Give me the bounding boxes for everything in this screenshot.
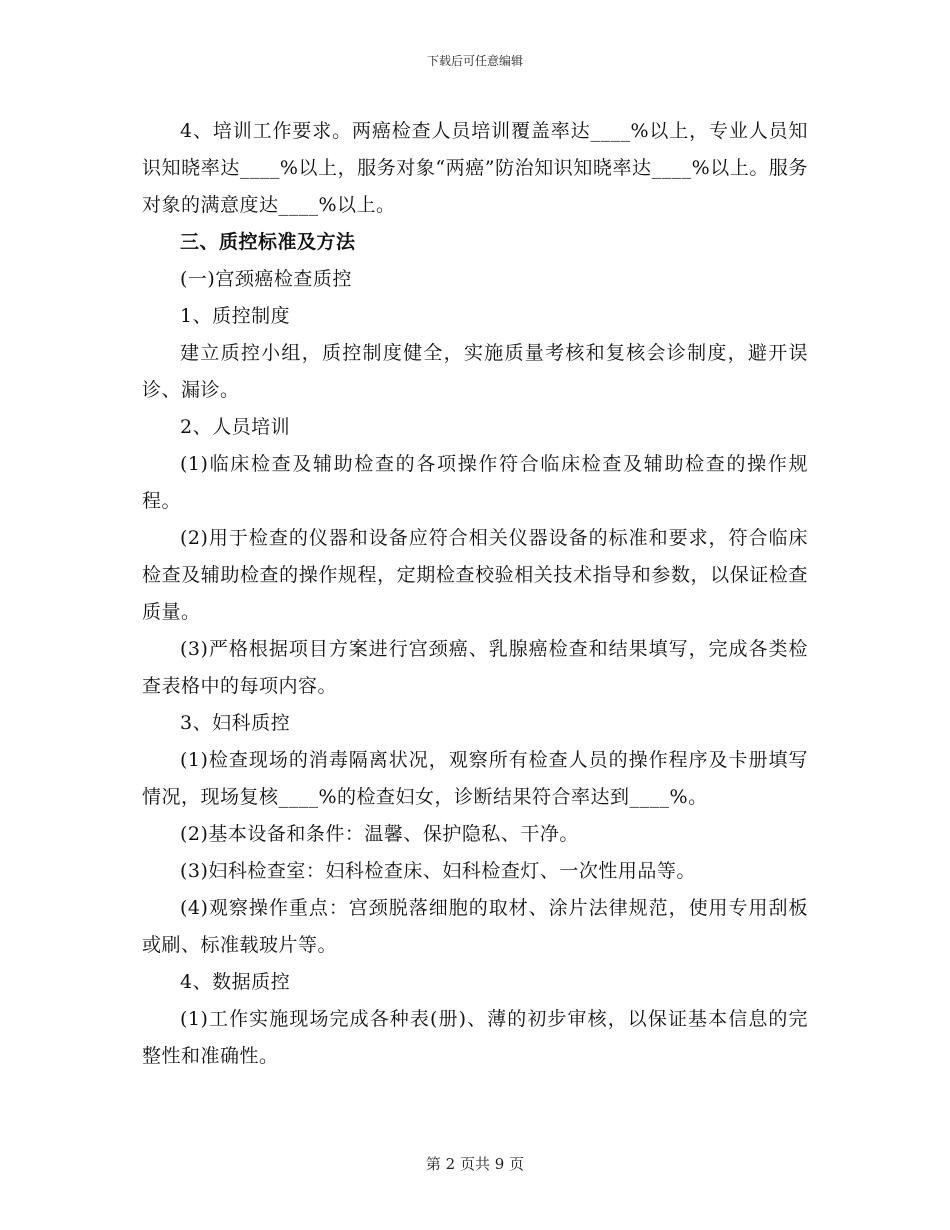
heading-gynecology-qc: 3、妇科质控 xyxy=(180,712,291,734)
paragraph-gyn-item-4: (4)观察操作重点：宫颈脱落细胞的取材、涂片法律规范，使用专用刮板或刷、标准载玻片等。 xyxy=(142,897,808,956)
paragraph-gyn-item-3: (3)妇科检查室：妇科检查床、妇科检查灯、一次性用品等。 xyxy=(180,860,696,882)
heading-data-qc: 4、数据质控 xyxy=(180,971,291,993)
document-body xyxy=(142,113,808,1075)
paragraph-training-item-1: (1)临床检查及辅助检查的各项操作符合临床检查及辅助检查的操作规程。 xyxy=(142,453,808,512)
paragraph-gyn-item-2: (2)基本设备和条件：温馨、保护隐私、干净。 xyxy=(180,823,579,845)
paragraph-training-requirements: 4、培训工作要求。两癌检查人员培训覆盖率达____%以上，专业人员知识知晓率达____%以上，服务对象“两癌”防治知识知晓率达____%以上。服务对象的满意度达____%以上。 xyxy=(142,120,808,216)
paragraph-data-item-1: (1)工作实施现场完成各种表(册)、薄的初步审核，以保证基本信息的完整性和准确性。 xyxy=(142,1008,808,1067)
subsection-cervical-qc: (一)宫颈癌检查质控 xyxy=(180,268,352,290)
paragraph-training-item-3: (3)严格根据项目方案进行宫颈癌、乳腺癌检查和结果填写，完成各类检查表格中的每项内容。 xyxy=(142,638,808,697)
heading-qc-system: 1、质控制度 xyxy=(180,305,291,327)
paragraph-qc-system: 建立质控小组，质控制度健全，实施质量考核和复核会诊制度，避开误诊、漏诊。 xyxy=(142,342,808,401)
page-header: 下载后可任意编辑 xyxy=(426,54,523,68)
page-footer: 第 2 页共 9 页 xyxy=(425,1155,525,1173)
paragraph-gyn-item-1: (1)检查现场的消毒隔离状况，观察所有检查人员的操作程序及卡册填写情况，现场复核____%的检查妇女，诊断结果符合率达到____%。 xyxy=(142,749,808,808)
paragraph-training-item-2: (2)用于检查的仪器和设备应符合相关仪器设备的标准和要求，符合临床检查及辅助检查的操作规程，定期检查校验相关技术指导和参数，以保证检查质量。 xyxy=(142,527,808,623)
heading-staff-training: 2、人员培训 xyxy=(180,416,291,438)
section-heading-quality-control: 三、质控标准及方法 xyxy=(180,231,356,253)
